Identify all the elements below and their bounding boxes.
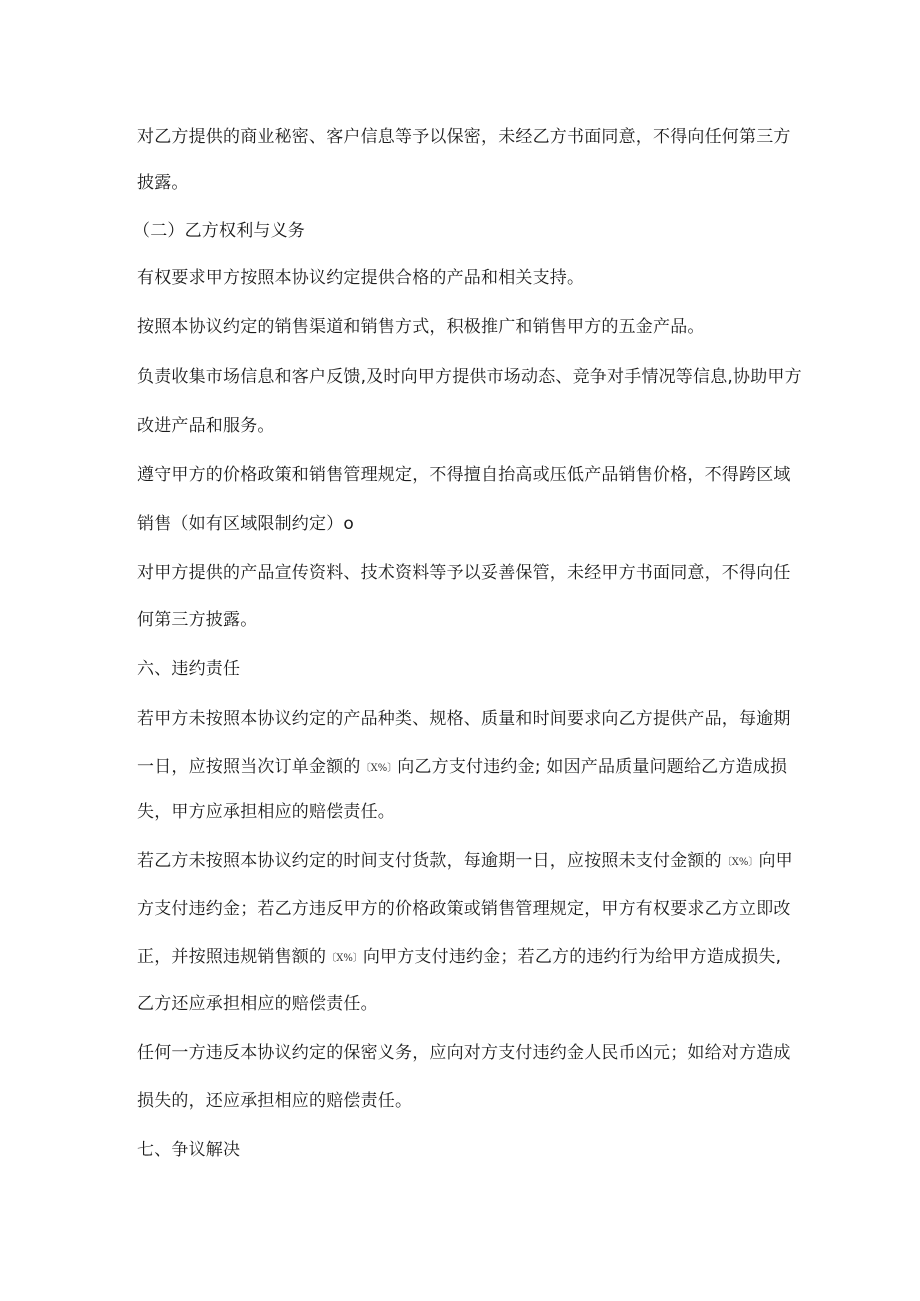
breach-b-line-2: 方支付违约金；若乙方违反甲方的价格政策或销售管理规定，甲方有权要求乙方立即改 <box>137 899 791 919</box>
breach-b-line-4: 乙方还应承担相应的赔偿责任。 <box>137 994 378 1014</box>
rate-placeholder: 〔X%〕 <box>721 857 759 868</box>
breach-a-line-1: 若甲方未按照本协议约定的产品种类、规格、质量和时间要求向乙方提供产品，每逾期 <box>137 709 791 729</box>
rate-placeholder: 〔X%〕 <box>360 763 398 774</box>
party-b-item-2: 按照本协议约定的销售渠道和销售方式，积极推广和销售甲方的五金产品。 <box>137 317 705 337</box>
breach-b-line-1-pre: 若乙方未按照本协议约定的时间支付货款，每逾期一日，应按照未支付金额的 <box>137 851 722 871</box>
breach-a-line-3: 失，甲方应承担相应的赔偿责任。 <box>137 802 395 822</box>
confidentiality-line-2: 披露。 <box>137 173 189 193</box>
confidentiality-line-1: 对乙方提供的商业秘密、客户信息等予以保密，未经乙方书面同意，不得向任何第三方 <box>137 127 791 147</box>
party-b-item-4-line-2: 销售（如有区域限制约定）o <box>137 514 355 534</box>
party-b-item-5-line-2: 何第三方披露。 <box>137 610 258 630</box>
party-b-item-3-line-2: 改进产品和服务。 <box>137 416 275 436</box>
breach-c-line-2: 损失的，还应承担相应的赔偿责任。 <box>137 1091 413 1111</box>
breach-a-line-2 <box>137 756 787 780</box>
party-b-item-1: 有权要求甲方按照本协议约定提供合格的产品和相关支持。 <box>137 268 585 288</box>
breach-b-line-3-post: 向甲方支付违约金；若乙方的违约行为给甲方造成损失, <box>362 947 782 967</box>
rate-placeholder: 〔X%〕 <box>326 953 363 964</box>
breach-a-line-2-post: 向乙方支付违约金; 如因产品质量问题给乙方造成损 <box>397 757 788 777</box>
party-b-item-5-line-1: 对甲方提供的产品宣传资料、技术资料等予以妥善保管，未经甲方书面同意，不得向任 <box>137 563 791 583</box>
breach-b-line-3 <box>137 946 781 970</box>
breach-a-line-2-pre: 一日，应按照当次订单金额的 <box>137 757 361 777</box>
section-6-heading: 六、违约责任 <box>137 659 241 679</box>
breach-c-line-1: 任何一方违反本协议约定的保密义务，应向对方支付违约金人民币凶元；如给对方造成 <box>137 1043 791 1063</box>
breach-b-line-1-post: 向甲 <box>758 851 793 871</box>
party-b-heading: （二）乙方权利与义务 <box>133 221 305 241</box>
breach-b-line-3-pre: 正，并按照违规销售额的 <box>137 947 327 967</box>
section-7-heading: 七、争议解决 <box>137 1140 241 1160</box>
breach-b-line-1 <box>137 850 793 874</box>
party-b-item-4-line-1: 遵守甲方的价格政策和销售管理规定，不得擅自抬高或压低产品销售价格，不得跨区域 <box>137 465 791 485</box>
party-b-item-3-line-1: 负责收集市场信息和客户反馈,及时向甲方提供市场动态、竞争对手情况等信息,协助甲方 <box>137 367 802 387</box>
